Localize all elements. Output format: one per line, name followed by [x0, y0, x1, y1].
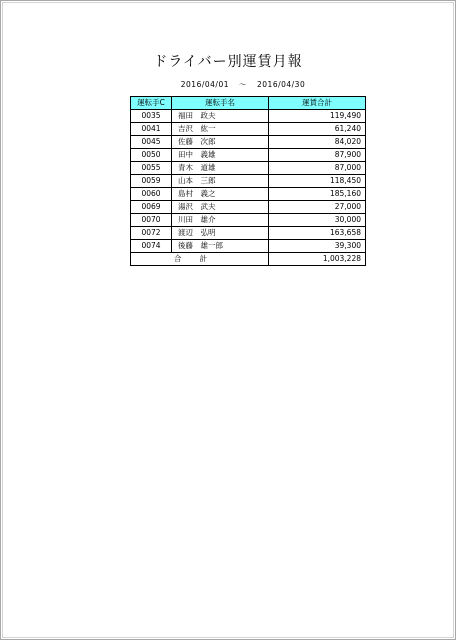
- driver-name-cell: 福田 政夫: [172, 110, 269, 123]
- table-row: [131, 149, 366, 162]
- driver-code-cell: 0070: [131, 214, 172, 227]
- table-row: [131, 188, 366, 201]
- driver-code-cell: 0045: [131, 136, 172, 149]
- table-row: [131, 110, 366, 123]
- table-row: [131, 201, 366, 214]
- driver-code-cell: 0059: [131, 175, 172, 188]
- total-amount: 1,003,228: [269, 253, 366, 266]
- table-row: [131, 175, 366, 188]
- fare-report-table: [130, 96, 366, 266]
- header-fare-total: 運賃合計: [269, 97, 366, 110]
- period-from: 2016/04/01: [180, 80, 229, 89]
- table-row: [131, 136, 366, 149]
- fare-amount-cell: 118,450: [269, 175, 366, 188]
- period-to: 2016/04/30: [257, 80, 306, 89]
- fare-amount-cell: 30,000: [269, 214, 366, 227]
- fare-amount-cell: 87,900: [269, 149, 366, 162]
- table-header-row: [131, 97, 366, 110]
- table-row: [131, 214, 366, 227]
- header-driver-name: 運転手名: [172, 97, 269, 110]
- driver-code-cell: 0050: [131, 149, 172, 162]
- driver-name-cell: 青木 道雄: [172, 162, 269, 175]
- driver-name-cell: 後藤 雄一郎: [172, 240, 269, 253]
- driver-name-cell: 田中 義雄: [172, 149, 269, 162]
- driver-name-cell: 川田 雄介: [172, 214, 269, 227]
- table-row: [131, 123, 366, 136]
- driver-code-cell: 0041: [131, 123, 172, 136]
- report-period: [0, 79, 456, 90]
- total-row: [131, 253, 366, 266]
- driver-name-cell: 佐藤 次郎: [172, 136, 269, 149]
- driver-name-cell: 吉沢 紘一: [172, 123, 269, 136]
- driver-name-cell: 湯沢 武夫: [172, 201, 269, 214]
- fare-amount-cell: 27,000: [269, 201, 366, 214]
- driver-code-cell: 0055: [131, 162, 172, 175]
- fare-amount-cell: 61,240: [269, 123, 366, 136]
- driver-name-cell: 島村 義之: [172, 188, 269, 201]
- driver-code-cell: 0060: [131, 188, 172, 201]
- driver-name-cell: 山本 三郎: [172, 175, 269, 188]
- fare-amount-cell: 87,000: [269, 162, 366, 175]
- table-row: [131, 240, 366, 253]
- header-driver-code: 運転手C: [131, 97, 172, 110]
- report-title: ドライバー別運賃月報: [153, 54, 303, 70]
- driver-code-cell: 0072: [131, 227, 172, 240]
- fare-amount-cell: 84,020: [269, 136, 366, 149]
- driver-code-cell: 0035: [131, 110, 172, 123]
- fare-amount-cell: 119,490: [269, 110, 366, 123]
- driver-code-cell: 0074: [131, 240, 172, 253]
- total-label: 合計: [131, 253, 269, 266]
- table-row: [131, 227, 366, 240]
- fare-amount-cell: 163,658: [269, 227, 366, 240]
- fare-amount-cell: 39,300: [269, 240, 366, 253]
- driver-code-cell: 0069: [131, 201, 172, 214]
- fare-amount-cell: 185,160: [269, 188, 366, 201]
- driver-name-cell: 渡辺 弘明: [172, 227, 269, 240]
- table-row: [131, 162, 366, 175]
- period-separator: ～: [239, 80, 247, 89]
